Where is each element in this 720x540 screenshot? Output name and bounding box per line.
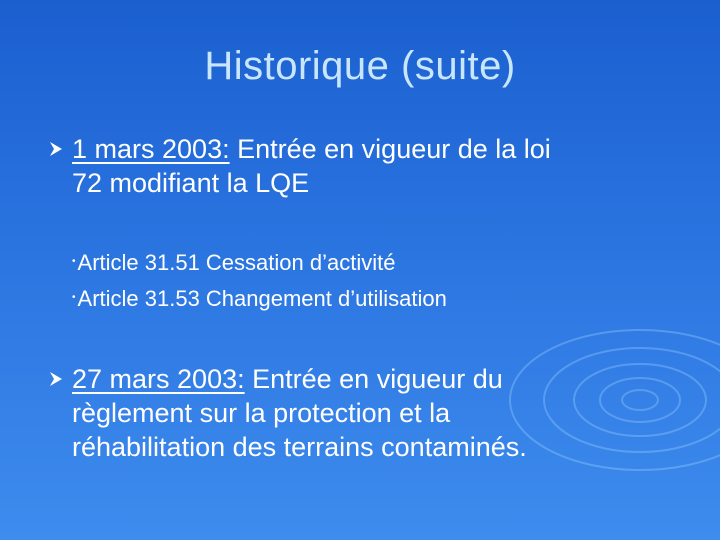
sub-item-text: Article 31.51 Cessation d’activité [77,250,396,275]
bullet-line: Entrée en vigueur du [244,364,503,394]
bullet-date: 1 mars 2003: [72,134,230,164]
arrow-bullet-icon [48,371,64,387]
bullet-text [72,132,551,166]
slide-title: Historique (suite) [204,44,516,88]
dot-bullet-icon: • [72,292,76,304]
bullet-line: réhabilitation des terrains contaminés. [72,432,527,462]
dot-bullet-icon: • [72,256,76,268]
bullet-line: 72 modifiant la LQE [72,168,310,198]
bullet-date: 27 mars 2003: [72,364,245,394]
sub-item [72,250,395,277]
bullet-line: Entrée en vigueur de la loi [229,134,551,164]
bullet-text [72,362,503,396]
sub-item-text: Article 31.53 Changement d’utilisation [77,286,447,311]
bullet-line: règlement sur la protection et la [72,398,451,428]
arrow-bullet-icon [48,141,64,157]
sub-item [72,286,447,313]
